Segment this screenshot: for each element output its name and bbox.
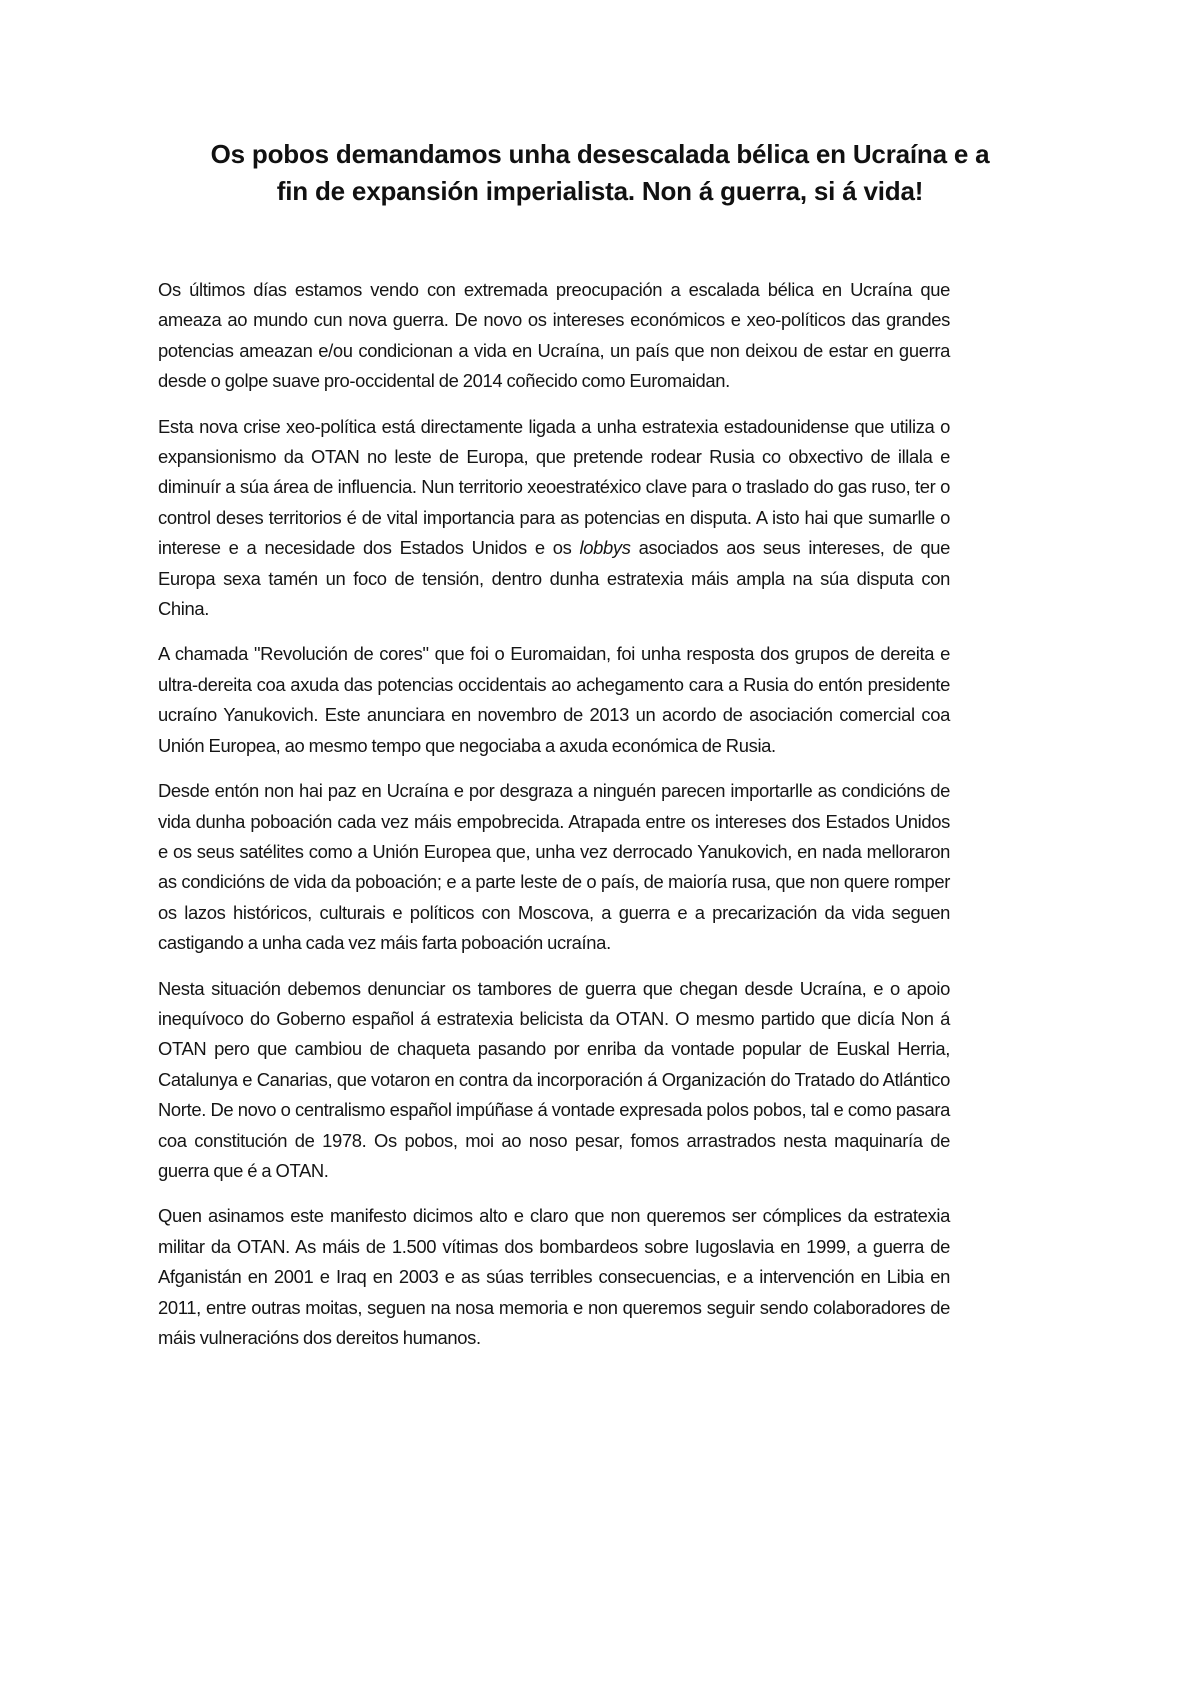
paragraph-4: Desde entón non hai paz en Ucraína e por desgraza a ninguén parecen importarlle as condicións de vida dunha poboación cada vez máis empobrecida. Atrapada entre os intereses dos Estados Unidos e os seus satélites como a Unión Europea que, unha vez derrocado Yanukovich, en nada melloraron as condicións de vida da poboación; e a parte leste de o país, de maioría rusa, que non quere romper os lazos históricos, culturais e políticos con Moscova, a guerra e a precarización da vida seguen castigando a unha cada vez máis farta poboación ucraína. bbox=[158, 780, 950, 954]
paragraph-5: Nesta situación debemos denunciar os tambores de guerra que chegan desde Ucraína, e o apoio inequívoco do Goberno español á estratexia belicista da OTAN. O mesmo partido que dicía Non á OTAN pero que cambiou de chaqueta pasando por enriba da vontade popular de Euskal Herria, Catalunya e Canarias, que votaron en contra da incorporación á Organización do Tratado do Atlántico Norte. De novo o centralismo español impúñase á vontade expresada polos pobos, tal e como pasara coa constitución de 1978. Os pobos, moi ao noso pesar, fomos arrastrados nesta maquinaría de guerra que é a OTAN. bbox=[158, 977, 950, 1181]
title-line-1: Os pobos demandamos unha desescalada bélica en Ucraína e a bbox=[210, 139, 990, 169]
paragraph-2 bbox=[158, 412, 950, 625]
paragraph-2-text-b: asociados aos seus intereses, de que Europa sexa tamén un foco de tensión, dentro dunha estratexia máis ampla na súa disputa con China. bbox=[158, 537, 950, 620]
paragraph-2-italic-term: lobbys bbox=[579, 537, 631, 559]
document-title bbox=[150, 136, 1050, 210]
paragraph-1: Os últimos días estamos vendo con extremada preocupación a escalada bélica en Ucraína que ameaza ao mundo cun nova guerra. De novo os intereses económicos e xeo-políticos das grandes potencias ameazan e/ou condicionan a vida en Ucraína, un país que non deixou de estar en guerra desde o golpe suave pro-occidental de 2014 coñecido como Euromaidan. bbox=[158, 279, 950, 392]
paragraph-6: Quen asinamos este manifesto dicimos alto e claro que non queremos ser cómplices da estratexia militar da OTAN. As máis de 1.500 vítimas dos bombardeos sobre Iugoslavia en 1999, a guerra de Afganistán en 2001 e Iraq en 2003 e as súas terribles consecuencias, e a intervención en Libia en 2011, entre outras moitas, seguen na nosa memoria e non queremos seguir sendo colaboradores de máis vulneracións dos dereitos humanos. bbox=[158, 1205, 950, 1348]
document-body bbox=[158, 275, 950, 1368]
title-line-2: fin de expansión imperialista. Non á guerra, si á vida! bbox=[276, 176, 924, 206]
paragraph-3: A chamada "Revolución de cores" que foi o Euromaidan, foi unha resposta dos grupos de dereita e ultra-dereita coa axuda das potencias occidentais ao achegamento cara a Rusia do entón presidente ucraíno Yanukovich. Este anunciara en novembro de 2013 un acordo de asociación comercial coa Unión Europea, ao mesmo tempo que negociaba a axuda económica de Rusia. bbox=[158, 643, 950, 756]
paragraph-2-text-a: Esta nova crise xeo-política está directamente ligada a unha estratexia estadounidense que utiliza o expansionismo da OTAN no leste de Europa, que pretende rodear Rusia co obxectivo de illala e diminuír a súa área de influencia. Nun territorio xeoestratéxico clave para o traslado do gas ruso, ter o control deses territorios é de vital importancia para as potencias en disputa. A isto hai que sumarlle o interese e a necesidade dos Estados Unidos e os bbox=[158, 415, 950, 559]
